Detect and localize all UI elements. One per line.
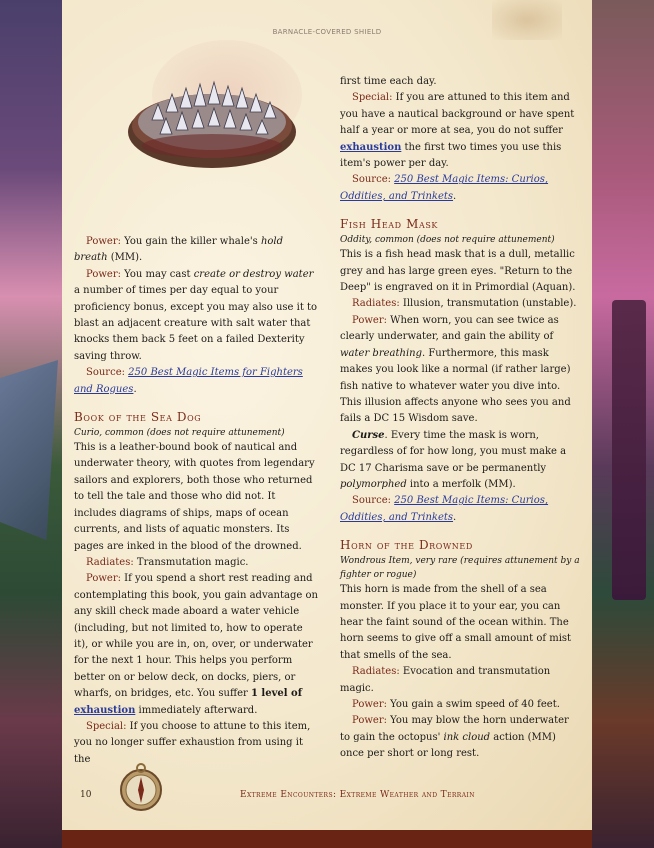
- special-label: Special:: [352, 92, 393, 104]
- source-label: Source:: [86, 367, 125, 379]
- radiates-text: Transmutation magic.: [133, 556, 249, 568]
- spell-name: ink cloud: [443, 731, 491, 743]
- power-text: action (MM) once per short or long rest.: [340, 731, 556, 760]
- curse-text: . Every time the mask is worn, regardless of for how long, you must make a DC 17 Charisma save or be permanently: [340, 429, 567, 474]
- compass-icon: [114, 760, 168, 814]
- power-label: Power:: [86, 268, 121, 280]
- special-text: If you choose to attune to this item, you no longer suffer exhaustion from using it the: [74, 720, 311, 765]
- power-text: You gain the killer whale's: [120, 236, 261, 247]
- background-tower-right: [612, 300, 646, 600]
- source-label: Source:: [352, 174, 391, 186]
- punctuation: .: [133, 383, 137, 395]
- power-text: If you spend a short rest reading and contemplating this book, you gain advantage on any skill check made aboard a water vehicle (including, but not limited to, how to operate it), or while you are in, on, over, or underwater for the next 1 hour. This helps you perform better on or below deck, on docks, piers, or wharfs, on bridges, etc. You suffer: [74, 573, 318, 700]
- page-number: 10: [80, 790, 92, 800]
- spell-name: create or destroy water: [193, 268, 314, 280]
- left-column: [74, 234, 318, 768]
- punctuation: .: [453, 190, 457, 202]
- item-subtitle: Curio, common (does not require attunement): [74, 428, 285, 439]
- radiates-label: Radiates:: [352, 298, 400, 310]
- source-link[interactable]: 250 Best Magic Items: Curios, Oddities, and Trinkets: [340, 174, 549, 202]
- source-link[interactable]: 250 Best Magic Items for Fighters and Rogues: [74, 367, 303, 395]
- right-column: [340, 74, 580, 763]
- item-subtitle: Oddity, common (does not require attunement): [340, 235, 555, 246]
- power-text: a number of times per day equal to your proficiency bonus, except you may also use it to blast an adjacent creature with salt water that knocks them back 5 feet on a failed Dexterity saving throw.: [74, 285, 318, 362]
- radiates-label: Radiates:: [86, 556, 134, 568]
- spell-name: polymorphed: [340, 478, 407, 490]
- punctuation: .: [453, 511, 457, 523]
- radiates-text: Evocation and transmutation magic.: [340, 666, 551, 694]
- power-text: immediately afterward.: [135, 704, 258, 716]
- source-label: Source:: [352, 495, 391, 507]
- special-label: Special:: [86, 720, 127, 732]
- item-description: This is a leather-bound book of nautical and underwater theory, with quotes from legendary sailors and explorers, both those who returned to tell the tale and those who did not. It includes diagrams of ships, maps of ocean currents, and lists of aquatic monsters. Its pages are inked in the blood of the drowned.: [74, 442, 315, 552]
- power-text: You may blow the horn underwater to gain the octopus': [340, 715, 569, 743]
- power-text: You may cast: [120, 268, 194, 280]
- item-title: Fish Head Mask: [340, 217, 438, 232]
- item-description: This is a fish head mask that is a dull, metallic grey and has large green eyes. "Return to the Deep" is engraved on it in Primordial (Aquan).: [340, 249, 576, 294]
- special-text: the first two times you use this item's power per day.: [340, 141, 562, 170]
- item-subtitle: Wondrous Item, very rare (requires attunement by a fighter or rogue): [340, 556, 580, 581]
- page-header: BARNACLE-COVERED SHIELD: [272, 28, 382, 36]
- continued-text: first time each day.: [340, 76, 437, 87]
- power-text: You gain a swim speed of 40 feet.: [386, 699, 560, 710]
- item-title: Horn of the Drowned: [340, 538, 473, 553]
- power-text: . Furthermore, this mask makes you look like a normal (if rather large) fish native to whatever water you dive into. This illusion affects anyone who sees you and fails a DC 15 Wisdom save.: [340, 347, 571, 425]
- power-label: Power:: [352, 699, 387, 710]
- power-label: Power:: [86, 236, 121, 247]
- exhaustion-link[interactable]: exhaustion: [74, 704, 136, 716]
- source-link[interactable]: 250 Best Magic Items: Curios, Oddities, and Trinkets: [340, 495, 549, 523]
- power-text: (MM).: [107, 252, 143, 264]
- spell-name: water breathing: [340, 347, 422, 359]
- power-text: When worn, you can see twice as clearly underwater, and gain the ability of: [340, 314, 559, 343]
- power-label: Power:: [352, 314, 387, 326]
- item-description: This horn is made from the shell of a sea monster. If you place it to your ear, you can hear the faint sound of the ocean within. The horn seems to give off a small amount of mist that smells of the sea.: [340, 584, 572, 661]
- radiates-text: Illusion, transmutation (unstable).: [399, 298, 577, 310]
- spell-name: hold breath: [74, 236, 284, 264]
- document-page: [62, 0, 592, 830]
- radiates-label: Radiates:: [352, 666, 400, 678]
- bottom-border: [62, 830, 592, 848]
- footer-book-title: Extreme Encounters: Extreme Weather and Terrain: [240, 790, 475, 800]
- exhaustion-link[interactable]: exhaustion: [340, 141, 402, 153]
- curse-label: Curse: [352, 429, 385, 441]
- power-label: Power:: [352, 715, 387, 727]
- item-title: Book of the Sea Dog: [74, 410, 202, 425]
- special-text: If you are attuned to this item and you have a nautical background or have spent half a year or more at sea, you do not suffer: [340, 92, 575, 137]
- bold-text: 1 level of: [250, 688, 303, 700]
- curse-text: into a merfolk (MM).: [406, 478, 516, 490]
- barnacle-shield-illustration: [122, 60, 302, 180]
- power-label: Power:: [86, 573, 121, 585]
